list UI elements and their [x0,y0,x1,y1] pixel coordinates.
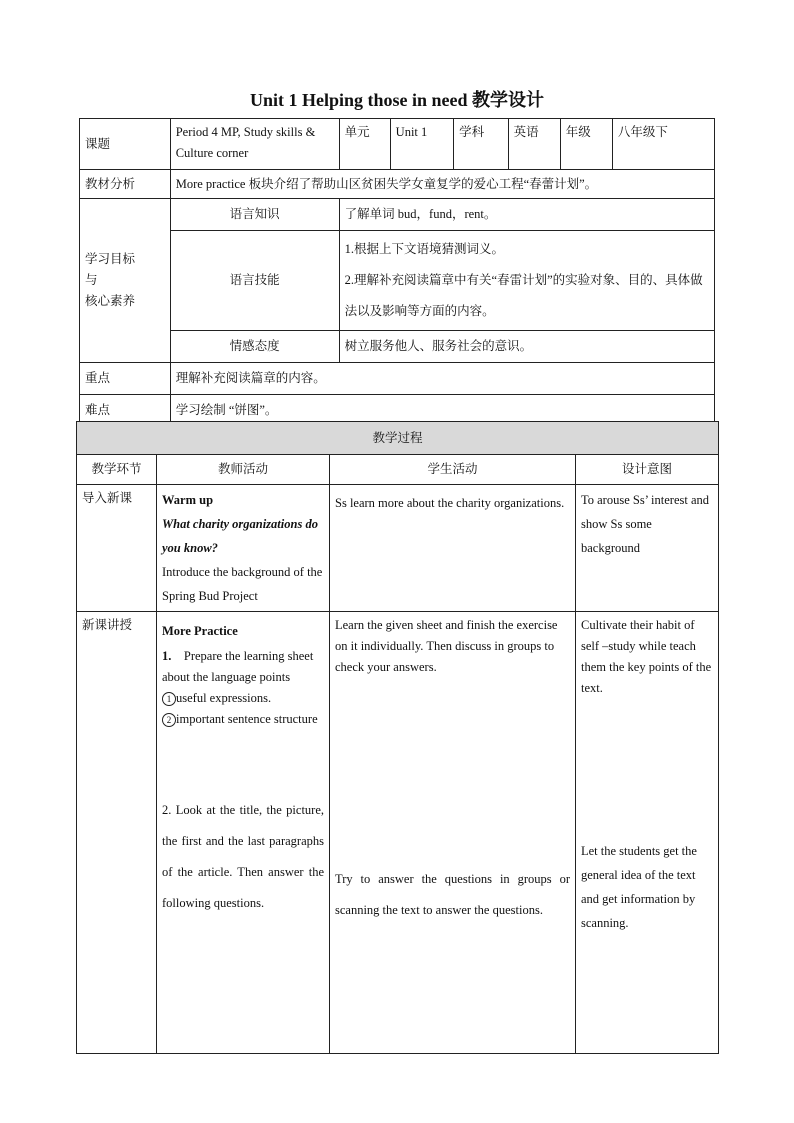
new-intent-text1: Cultivate their habit of self –study while teach them the key points of the text. [581,618,712,695]
skills-line2: 2.理解补充阅读篇章中有关“春雷计划”的实验对象、目的、具体做法以及影响等方面的内容。 [344,273,703,318]
new-intent-text2: Let the students get the general idea of the text and get information by scanning. [581,844,697,930]
goals-label-line2: 与 [85,273,98,287]
key-point-text: 理解补充阅读篇章的内容。 [170,363,714,395]
circled-number-2: 2 [162,713,176,727]
warmup-question: What charity organizations do you know? [162,517,318,555]
analysis-text: More practice 板块介绍了帮助山区贫困失学女童复学的爱心工程“春蕾计划”。 [170,170,714,199]
grade-value: 八年级下 [612,119,714,170]
process-banner: 教学过程 [77,422,719,455]
unit-label: 单元 [339,119,390,170]
new-heading: More Practice [162,624,238,638]
difficulty-label: 难点 [80,395,171,426]
goals-label-line1: 学习目标 [85,252,136,266]
attitude-label: 情感态度 [170,331,339,363]
analysis-label: 教材分析 [80,170,171,199]
new-step2: 2. Look at the title, the picture, the first and the last paragraphs of the article. Then answer the following questions. [162,803,324,910]
topic-value: Period 4 MP, Study skills & Culture corner [170,119,339,170]
warmup-intent: To arouse Ss’ interest and show Ss some background [576,485,719,612]
warmup-heading: Warm up [162,493,214,507]
page-title: Unit 1 Helping those in need 教学设计 [249,90,545,110]
goals-label-line3: 核心素养 [85,294,136,308]
item1-text: useful expressions. [176,691,272,705]
new-stage: 新课讲授 [77,612,157,1054]
topic-label: 课题 [80,119,171,170]
header-teacher: 教师活动 [157,455,330,485]
circled-number-1: 1 [162,692,176,706]
grade-label: 年级 [560,119,612,170]
header-stage: 教学环节 [77,455,157,485]
new-student [330,612,576,1054]
goals-label [80,199,171,363]
knowledge-label: 语言知识 [170,199,339,231]
new-intent [576,612,719,1054]
new-item2 [162,709,324,730]
difficulty-text: 学习绘制 “饼图”。 [170,395,714,426]
warmup-student: Ss learn more about the charity organizations. [330,485,576,612]
item2-text: important sentence structure [176,712,318,726]
key-point-label: 重点 [80,363,171,395]
warmup-teacher-text: Introduce the background of the Spring Bud Project [162,565,323,603]
new-item1 [162,688,324,709]
skills-label: 语言技能 [170,231,339,331]
subject-label: 学科 [454,119,508,170]
skills-text [339,231,714,331]
header-student: 学生活动 [330,455,576,485]
warmup-teacher [157,485,330,612]
warmup-stage: 导入新课 [77,485,157,612]
process-table [76,421,719,1054]
step1-num: 1. [162,649,172,663]
new-student-text2: Try to answer the questions in groups or scanning the text to answer the questions. [335,872,570,917]
step1-text: Prepare the learning sheet about the language points [162,649,314,684]
new-teacher [157,612,330,1054]
knowledge-text: 了解单词 bud，fund，rent。 [339,199,714,231]
new-student-text1: Learn the given sheet and finish the exercise on it individually. Then discuss in groups to check your answers. [335,618,558,674]
subject-value: 英语 [508,119,560,170]
header-intent: 设计意图 [576,455,719,485]
info-table [79,118,715,426]
skills-line1: 1.根据上下文语境猜测词义。 [344,242,505,256]
unit-value: Unit 1 [390,119,454,170]
new-step1 [162,646,324,688]
attitude-text: 树立服务他人、服务社会的意识。 [339,331,714,363]
